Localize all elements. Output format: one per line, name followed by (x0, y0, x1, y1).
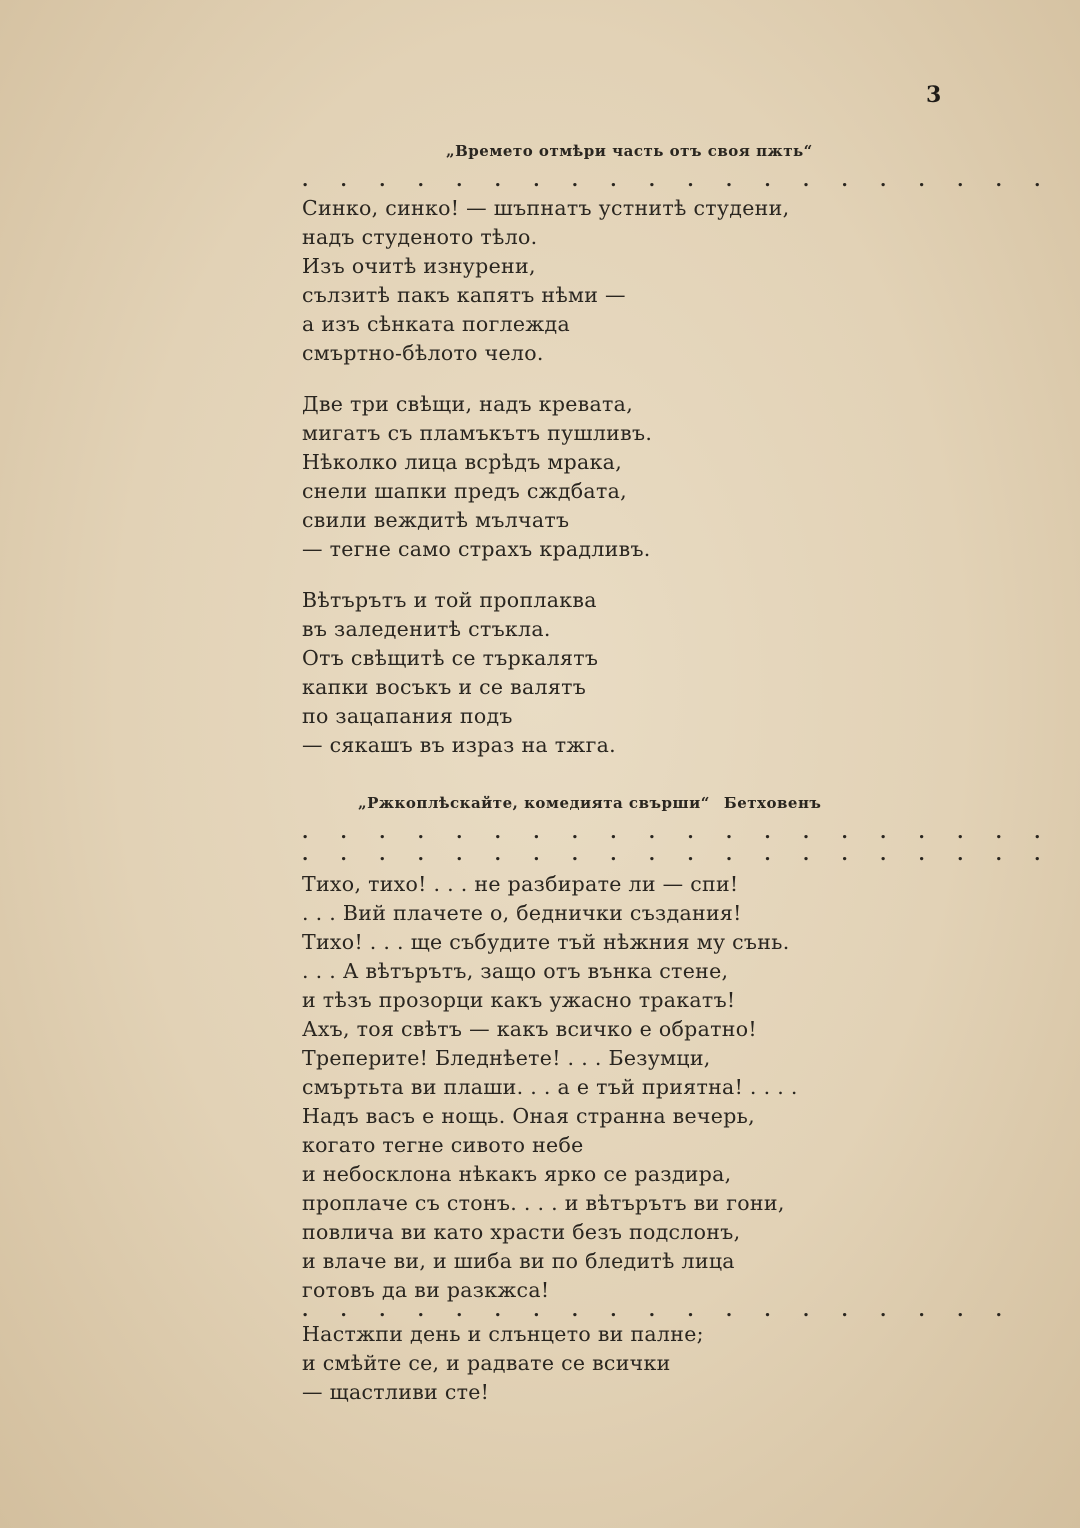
verse-line: по зацапания подъ (302, 704, 513, 728)
verse-line: смъртьта ви плаши. . . а е тъй приятна! . . . . (302, 1075, 798, 1099)
verse-line: свили веждитѣ мълчатъ (302, 508, 570, 532)
epigraph-2-author: Бетховенъ (723, 794, 822, 812)
verse-line: — тегне само страхъ крадливъ. (302, 537, 651, 561)
verse-line: Треперите! Бледнѣете! . . . Безумци, (302, 1046, 711, 1070)
verse-line: въ заледенитѣ стъкла. (302, 617, 551, 641)
verse-line: проплаче съ стонъ. . . . и вѣтърътъ ви гони, (302, 1191, 785, 1215)
verse-line: Две три свѣщи, надъ кревата, (302, 392, 634, 416)
verse-line: сълзитѣ пакъ капятъ нѣми — (302, 283, 626, 307)
verse-line: Надъ васъ е нощь. Оная странна вечерь, (302, 1104, 755, 1128)
verse-line: и тѣзъ прозорци какъ ужасно тракатъ! (302, 988, 736, 1012)
verse-line: Вѣтърътъ и той проплаква (302, 588, 597, 612)
epigraph-1: „Времето отмѣри часть отъ своя пжть“ (446, 142, 813, 160)
dot-separator-4: . . . . . . . . . . . . . . . . . . . (302, 1300, 1015, 1321)
verse-line: Синко, синко! — шъпнатъ устнитѣ студени, (302, 196, 790, 220)
verse-line: . . . Вий плачете о, беднички създания! (302, 901, 742, 925)
epigraph-2-text: „Ржкоплѣскайте, комедията свърши“ (358, 794, 710, 812)
verse-line: капки восъкъ и се валятъ (302, 675, 587, 699)
stanza-3 (302, 586, 616, 760)
verse-line: — сякашъ въ израз на тжга. (302, 733, 616, 757)
verse-line: готовъ да ви разкжса! (302, 1278, 550, 1302)
verse-line: и смѣйте се, и радвате се всички (302, 1351, 671, 1375)
stanza-4 (302, 870, 798, 1305)
verse-line: Тихо! . . . ще събудите тъй нѣжния му сънь. (302, 930, 790, 954)
stanza-1 (302, 194, 789, 368)
verse-line: Отъ свѣщитѣ се търкалятъ (302, 646, 599, 670)
verse-line: — щастливи сте! (302, 1380, 490, 1404)
stanza-5 (302, 1320, 704, 1407)
dot-separator-1: . . . . . . . . . . . . . . . . . . . . (302, 170, 1054, 191)
verse-line: и влаче ви, и шиба ви по бледитѣ лица (302, 1249, 735, 1273)
verse-line: повлича ви като храсти безъ подслонъ, (302, 1220, 741, 1244)
verse-line: когато тегне сивото небе (302, 1133, 584, 1157)
verse-line: . . . А вѣтърътъ, защо отъ вънка стене, (302, 959, 729, 983)
dot-separator-2: . . . . . . . . . . . . . . . . . . . . (302, 822, 1054, 843)
verse-line: мигатъ съ пламъкътъ пушливъ. (302, 421, 653, 445)
verse-line: Изъ очитѣ изнурени, (302, 254, 536, 278)
verse-line: а изъ сѣнката поглежда (302, 312, 570, 336)
verse-line: и небосклона нѣкакъ ярко се раздира, (302, 1162, 732, 1186)
verse-line: Ахъ, тоя свѣтъ — какъ всичко е обратно! (302, 1017, 757, 1041)
stanza-2 (302, 390, 652, 564)
dot-separator-3: . . . . . . . . . . . . . . . . . . . . (302, 844, 1054, 865)
verse-line: снели шапки предъ сждбата, (302, 479, 627, 503)
epigraph-2 (358, 794, 821, 812)
verse-line: Тихо, тихо! . . . не разбирате ли — спи! (302, 872, 739, 896)
verse-line: смъртно-бѣлото чело. (302, 341, 544, 365)
verse-line: Нѣколко лица всрѣдъ мрака, (302, 450, 623, 474)
page-number: 3 (926, 82, 942, 108)
verse-line: надъ студеното тѣло. (302, 225, 538, 249)
verse-line: Настжпи день и слънцето ви палне; (302, 1322, 704, 1346)
